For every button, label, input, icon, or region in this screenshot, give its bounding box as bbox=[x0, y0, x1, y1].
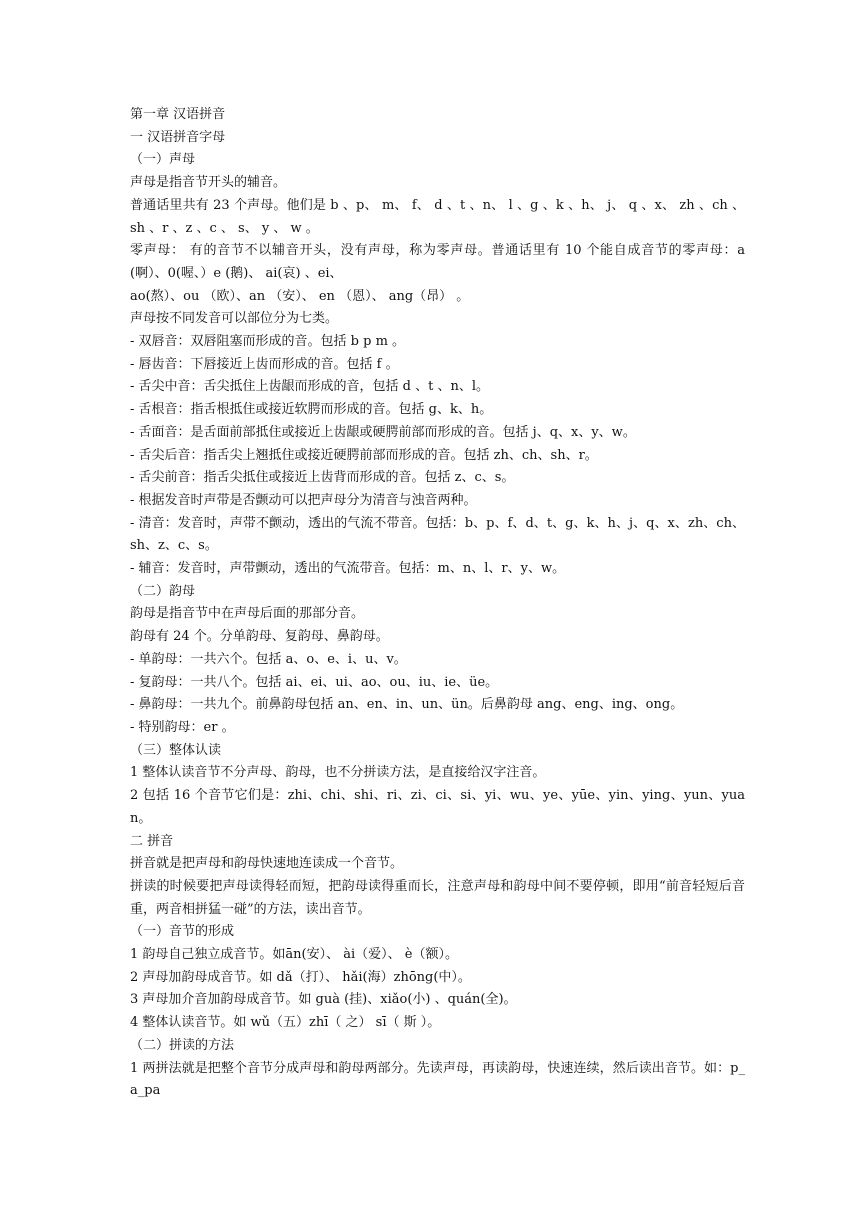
paragraph: 1 整体认读音节不分声母、韵母，也不分拼读方法，是直接给汉字注音。 bbox=[130, 765, 546, 781]
list-item: - 根据发音时声带是否颤动可以把声母分为清音与浊音两种。 bbox=[130, 492, 477, 508]
paragraph: 普通话里共有 23 个声母。他们是 b 、p、 m、 f、 d 、t 、n、 l 、g 、k 、h、 j、 q 、x、 zh 、ch 、 sh 、r 、z 、c 、 s、 y 、 w 。 bbox=[130, 197, 745, 236]
list-item: - 单韵母：一共六个。包括 a、o、e、i、u、v。 bbox=[130, 651, 407, 667]
section-heading: 一 汉语拼音字母 bbox=[130, 129, 226, 145]
list-item: - 清音：发音时，声带不颤动，透出的气流不带音。包括：b、p、f、d、t、g、k、h、j、q、x、zh、ch、sh、z、c、s。 bbox=[130, 515, 745, 554]
list-item: - 鼻韵母：一共九个。前鼻韵母包括 an、en、in、un、ün。后鼻韵母 ang、eng、ing、ong。 bbox=[130, 697, 684, 713]
paragraph: 4 整体认读音节。如 wǔ（五）zhī（ 之） sī（ 斯 ）。 bbox=[130, 1015, 441, 1031]
subsection-heading: （一）声母 bbox=[130, 152, 196, 168]
paragraph: 1 韵母自己独立成音节。如ān(安）、 ài（爱）、 è（额）。 bbox=[130, 947, 458, 963]
subsection-heading: （三）整体认读 bbox=[130, 742, 222, 758]
chapter-title: 第一章 汉语拼音 bbox=[130, 107, 226, 122]
subsection-heading: （二）韵母 bbox=[130, 583, 196, 599]
paragraph: 声母按不同发音可以部位分为七类。 bbox=[130, 311, 339, 327]
list-item: - 复韵母：一共八个。包括 ai、ei、ui、ao、ou、iu、ie、üe。 bbox=[130, 674, 499, 690]
paragraph: 2 包括 16 个音节它们是：zhi、chi、shi、ri、zi、ci、si、yi、wu、ye、yūe、yin、ying、yun、yuan。 bbox=[130, 788, 745, 826]
paragraph: ao(熬）、ou （欧）、an （安）、 en （恩）、 ang（昂） 。 bbox=[130, 288, 470, 304]
section-heading: 二 拼音 bbox=[130, 833, 174, 849]
list-item: - 舌尖中音：舌尖抵住上齿龈而形成的音，包括 d 、t 、n、l。 bbox=[130, 379, 489, 395]
paragraph: 声母是指音节开头的辅音。 bbox=[130, 175, 287, 191]
list-item: - 舌尖前音：指舌尖抵住或接近上齿背而形成的音。包括 z、c、s。 bbox=[130, 470, 515, 486]
document-page bbox=[130, 104, 745, 1103]
subsection-heading: （一）音节的形成 bbox=[130, 924, 235, 940]
paragraph: 3 声母加介音加韵母成音节。如 guà (挂)、xiǎo(小) 、quán(全)。 bbox=[130, 992, 517, 1008]
paragraph: 1 两拼法就是把整个音节分成声母和韵母两部分。先读声母，再读韵母，快速连续，然后读出音节。如：p_a_pa bbox=[130, 1060, 745, 1099]
paragraph: 拼读的时候要把声母读得轻而短，把韵母读得重而长，注意声母和韵母中间不要停顿，即用“前音轻短后音重，两音相拼猛一碰”的方法，读出音节。 bbox=[130, 878, 745, 917]
list-item: - 特别韵母：er 。 bbox=[130, 719, 235, 735]
list-item: - 双唇音：双唇阻塞而形成的音。包括 b p m 。 bbox=[130, 334, 406, 350]
paragraph: 韵母有 24 个。分单韵母、复韵母、鼻韵母。 bbox=[130, 629, 389, 645]
subsection-heading: （二）拼读的方法 bbox=[130, 1037, 235, 1053]
list-item: - 辅音：发音时，声带颤动，透出的气流带音。包括：m、n、l、r、y、w。 bbox=[130, 561, 566, 577]
paragraph: 韵母是指音节中在声母后面的那部分音。 bbox=[130, 606, 365, 622]
paragraph: 拼音就是把声母和韵母快速地连读成一个音节。 bbox=[130, 856, 404, 872]
paragraph: 2 声母加韵母成音节。如 dǎ（打）、 hǎi(海）zhōng(中）。 bbox=[130, 969, 471, 985]
list-item: - 唇齿音：下唇接近上齿而形成的音。包括 f 。 bbox=[130, 356, 399, 372]
list-item: - 舌尖后音：指舌尖上翘抵住或接近硬腭前部而形成的音。包括 zh、ch、sh、r。 bbox=[130, 447, 598, 463]
list-item: - 舌根音：指舌根抵住或接近软腭而形成的音。包括 g、k、h。 bbox=[130, 402, 493, 418]
list-item: - 舌面音：是舌面前部抵住或接近上齿龈或硬腭前部而形成的音。包括 j、q、x、y、w。 bbox=[130, 424, 636, 440]
paragraph: 零声母： 有的音节不以辅音开头，没有声母，称为零声母。普通话里有 10 个能自成音节的零声母：a(啊）、0(喔、）e (鹅)、 ai(哀) 、ei、 bbox=[130, 243, 745, 281]
